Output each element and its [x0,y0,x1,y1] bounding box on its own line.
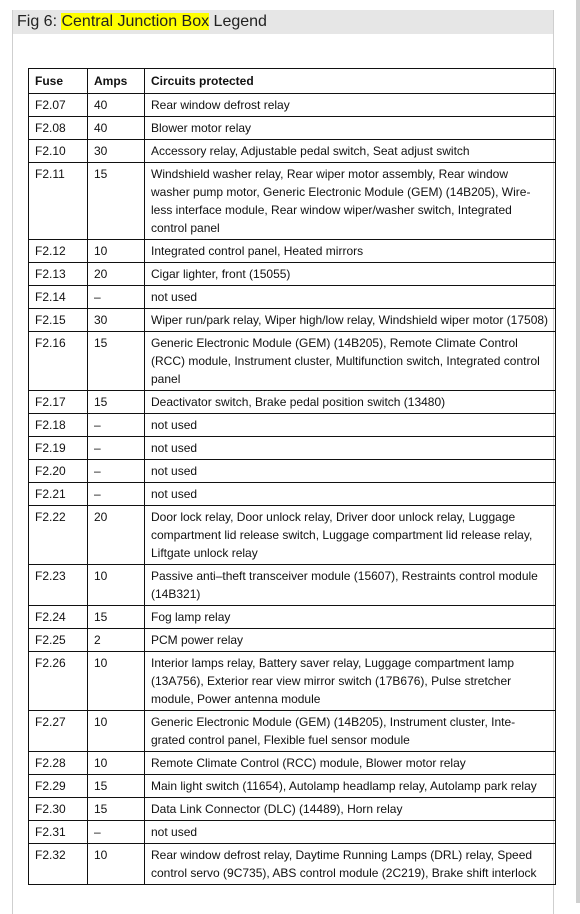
fuse-cell: F2.07 [29,94,88,117]
fuse-cell: F2.14 [29,286,88,309]
table-row [29,309,556,332]
fuse-cell: F2.19 [29,437,88,460]
circuits-cell: Wiper run/park relay, Wiper high/low relay, Windshield wiper motor (17508) [145,309,556,332]
table-row [29,752,556,775]
fuse-cell: F2.16 [29,332,88,391]
circuits-cell: Generic Electronic Module (GEM) (14B205), Instrument cluster, Inte-grated control panel, Flexible fuel sensor module [145,711,556,752]
table-body [29,94,556,885]
figure-caption [12,10,554,34]
header-circuits: Circuits protected [145,69,556,94]
amps-cell: 10 [88,240,145,263]
fuse-cell: F2.10 [29,140,88,163]
table-row [29,240,556,263]
circuits-cell: Rear window defrost relay, Daytime Running Lamps (DRL) relay, Speed control servo (9C735), ABS control module (2C219), Brake shift interlock [145,844,556,885]
circuits-cell: Fog lamp relay [145,606,556,629]
caption-suffix: Legend [209,13,267,30]
circuits-cell: Rear window defrost relay [145,94,556,117]
amps-cell: 15 [88,775,145,798]
header-fuse: Fuse [29,69,88,94]
circuits-cell: Integrated control panel, Heated mirrors [145,240,556,263]
circuits-cell: Remote Climate Control (RCC) module, Blower motor relay [145,752,556,775]
table-row [29,414,556,437]
circuits-cell: Generic Electronic Module (GEM) (14B205), Remote Climate Control (RCC) module, Instrument cluster, Multifunction switch, Integrated control panel [145,332,556,391]
amps-cell: 15 [88,163,145,240]
circuits-cell: Cigar lighter, front (15055) [145,263,556,286]
amps-cell: 15 [88,332,145,391]
amps-cell: 10 [88,752,145,775]
table-row [29,711,556,752]
fuse-cell: F2.27 [29,711,88,752]
circuits-cell: Main light switch (11654), Autolamp headlamp relay, Autolamp park relay [145,775,556,798]
fuse-cell: F2.21 [29,483,88,506]
fuse-cell: F2.30 [29,798,88,821]
amps-cell: 10 [88,565,145,606]
table-row [29,286,556,309]
amps-cell: 30 [88,140,145,163]
table-row [29,606,556,629]
amps-cell: 40 [88,94,145,117]
table-row [29,117,556,140]
fuse-cell: F2.23 [29,565,88,606]
amps-cell: 10 [88,652,145,711]
amps-cell: 15 [88,798,145,821]
table-row [29,483,556,506]
amps-cell: 20 [88,263,145,286]
circuits-cell: not used [145,460,556,483]
header-amps: Amps [88,69,145,94]
fuse-cell: F2.08 [29,117,88,140]
caption-highlight: Central Junction Box [61,13,210,30]
fuse-cell: F2.32 [29,844,88,885]
amps-cell: 15 [88,606,145,629]
fuse-cell: F2.28 [29,752,88,775]
fuse-cell: F2.20 [29,460,88,483]
circuits-cell: not used [145,821,556,844]
table-row [29,844,556,885]
fuse-cell: F2.18 [29,414,88,437]
table-row [29,775,556,798]
circuits-cell: not used [145,286,556,309]
fuse-cell: F2.31 [29,821,88,844]
circuits-cell: Accessory relay, Adjustable pedal switch, Seat adjust switch [145,140,556,163]
table-row [29,94,556,117]
amps-cell: – [88,483,145,506]
amps-cell: 30 [88,309,145,332]
table-row [29,332,556,391]
amps-cell: – [88,460,145,483]
table-row [29,263,556,286]
amps-cell: 40 [88,117,145,140]
circuits-cell: not used [145,414,556,437]
table-header-row [29,69,556,94]
amps-cell: 10 [88,844,145,885]
circuits-cell: Interior lamps relay, Battery saver relay, Luggage compartment lamp (13A756), Exterior rear view mirror switch (17B676), Pulse stretcher module, Power antenna module [145,652,556,711]
fuse-cell: F2.11 [29,163,88,240]
circuits-cell: Data Link Connector (DLC) (14489), Horn relay [145,798,556,821]
table-row [29,460,556,483]
table-row [29,652,556,711]
amps-cell: – [88,821,145,844]
fuse-cell: F2.29 [29,775,88,798]
table-row [29,437,556,460]
caption-prefix: Fig 6: [17,13,62,30]
fuse-cell: F2.24 [29,606,88,629]
circuits-cell: Blower motor relay [145,117,556,140]
circuits-cell: not used [145,483,556,506]
fuse-cell: F2.26 [29,652,88,711]
fuse-cell: F2.17 [29,391,88,414]
amps-cell: – [88,414,145,437]
circuits-cell: Deactivator switch, Brake pedal position switch (13480) [145,391,556,414]
fuse-cell: F2.13 [29,263,88,286]
circuits-cell: Door lock relay, Door unlock relay, Driver door unlock relay, Luggage compartment lid release switch, Luggage compartment lid release relay, Liftgate unlock relay [145,506,556,565]
table-row [29,629,556,652]
circuits-cell: Windshield washer relay, Rear wiper motor assembly, Rear window washer pump motor, Generic Electronic Module (GEM) (14B205), Wire-less interface module, Rear window wiper/washer switch, Integrated control panel [145,163,556,240]
amps-cell: 10 [88,711,145,752]
table-row [29,821,556,844]
circuits-cell: PCM power relay [145,629,556,652]
amps-cell: – [88,286,145,309]
circuits-cell: not used [145,437,556,460]
table-row [29,163,556,240]
fuse-cell: F2.15 [29,309,88,332]
fuse-cell: F2.12 [29,240,88,263]
table-row [29,391,556,414]
amps-cell: 2 [88,629,145,652]
amps-cell: – [88,437,145,460]
table-row [29,506,556,565]
amps-cell: 20 [88,506,145,565]
table-row [29,798,556,821]
document-page [12,34,554,914]
fuse-cell: F2.25 [29,629,88,652]
fuse-legend-table [28,68,556,885]
table-row [29,565,556,606]
table-row [29,140,556,163]
circuits-cell: Passive anti–theft transceiver module (15607), Restraints control module (14B321) [145,565,556,606]
amps-cell: 15 [88,391,145,414]
fuse-cell: F2.22 [29,506,88,565]
